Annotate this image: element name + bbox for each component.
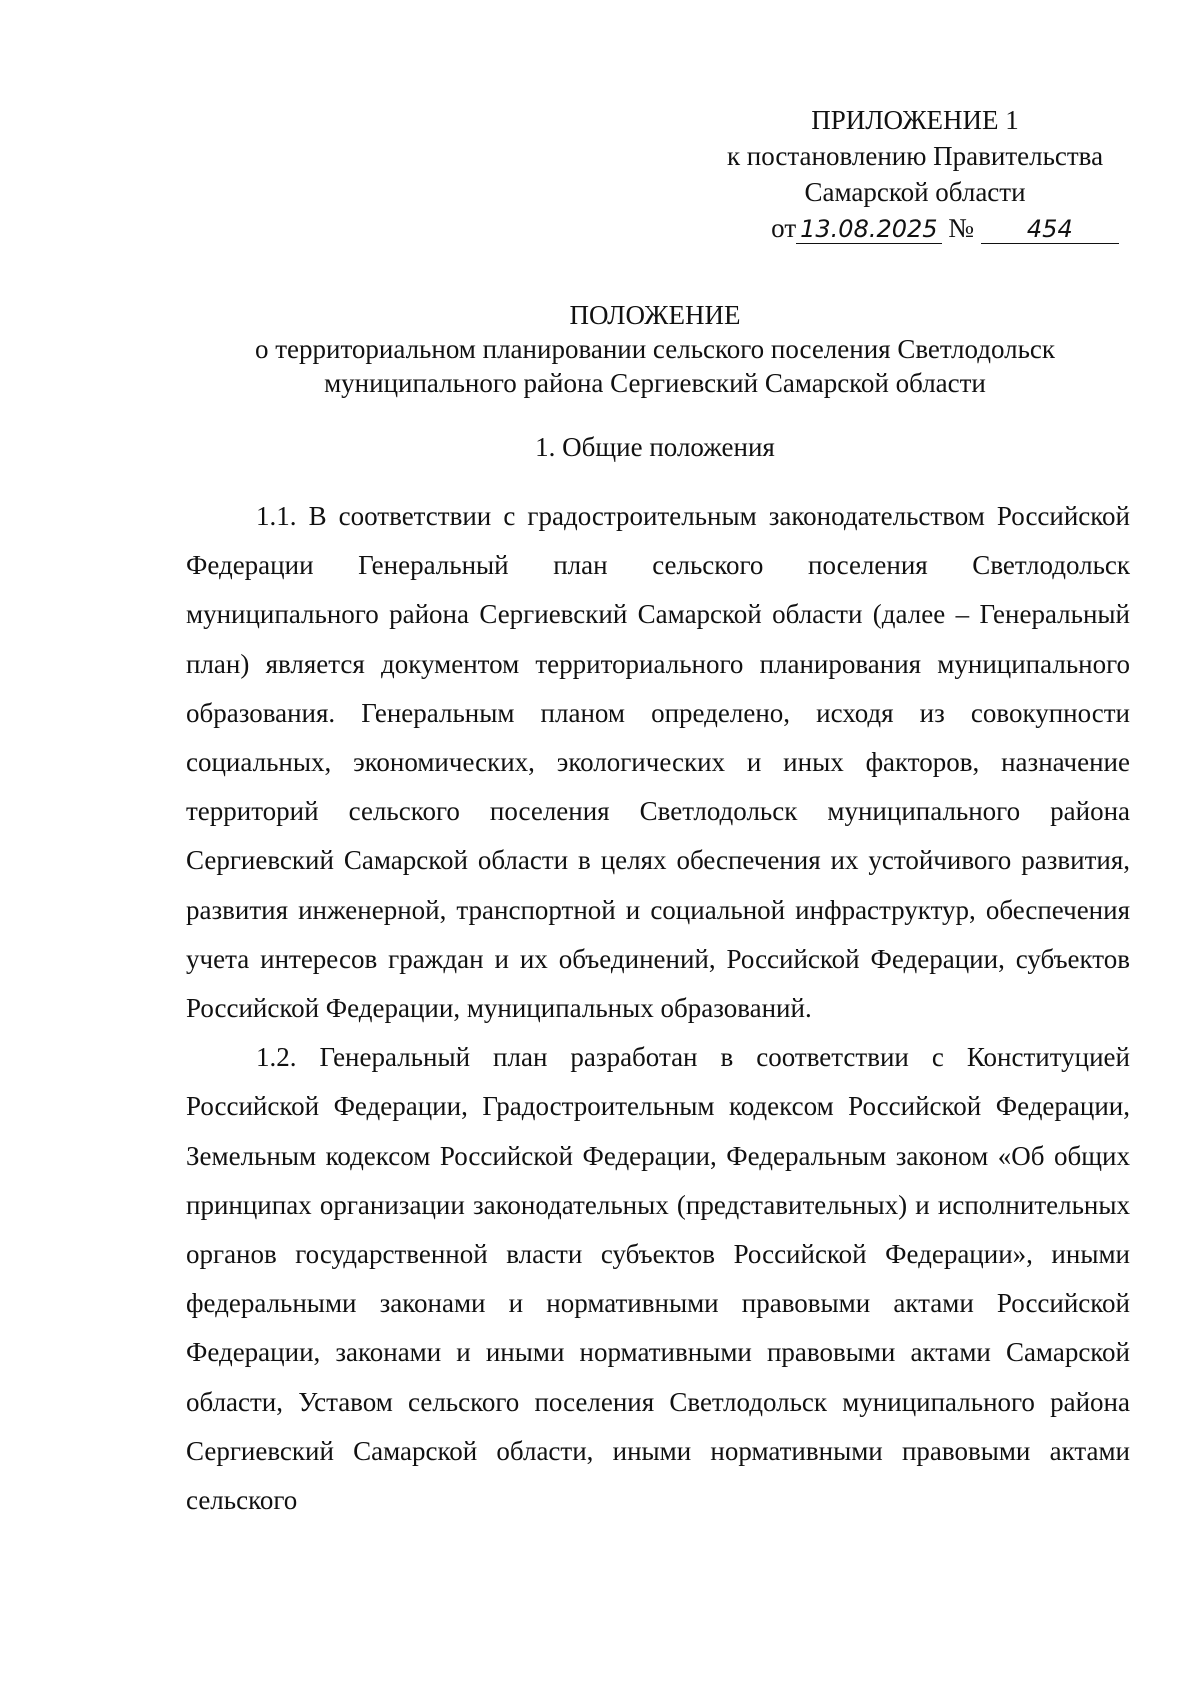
section-title: 1. Общие положения [535, 432, 775, 462]
number-prefix: № [948, 213, 975, 243]
document-title-block [180, 298, 1130, 400]
document-heading: ПОЛОЖЕНИЕ [569, 300, 741, 330]
date-prefix: от [771, 213, 797, 243]
handwritten-number: 454 [981, 215, 1119, 244]
appendix-label: ПРИЛОЖЕНИЕ 1 [811, 105, 1019, 135]
appendix-date-number-row [760, 210, 1130, 246]
document-body [186, 492, 1130, 1525]
paragraph-1-1: 1.1. В соответствии с градостроительным законодательством Российской Федерации Генеральный план сельского поселения Светлодольск муниципального района Сергиевский Самарской области (далее – Генеральный план) является документом территориального планирования муниципального образования. Генеральным планом определено, исходя из совокупности социальных, экономических, экологических и иных факторов, назначение территорий сельского поселения Светлодольск муниципального района Сергиевский Самарской области в целях обеспечения их устойчивого развития, развития инженерной, транспортной и социальной инфраструктур, обеспечения учета интересов граждан и их объединений, Российской Федерации, субъектов Российской Федерации, муниципальных образований. [186, 501, 1130, 1024]
appendix-region: Самарской области [804, 177, 1026, 207]
handwritten-date: 13.08.2025 [796, 215, 941, 244]
paragraph-1-2: 1.2. Генеральный план разработан в соответствии с Конституцией Российской Федерации, Градостроительным кодексом Российской Федерации, Земельным кодексом Российской Федерации, Федеральным законом «Об общих принципах организации законодательных (представительных) и исполнительных органов государственной власти субъектов Российской Федерации», иными федеральными законами и нормативными правовыми актами Российской Федерации, законами и иными нормативными правовыми актами Самарской области, Уставом сельского поселения Светлодольск муниципального района Сергиевский Самарской области, иными нормативными правовыми актами сельского [186, 1042, 1130, 1516]
appendix-reference: к постановлению Правительства [726, 141, 1104, 171]
appendix-header [700, 102, 1130, 246]
document-subtitle-line1: о территориальном планировании сельского поселения Светлодольск [254, 334, 1056, 364]
document-subtitle-line2: муниципального района Сергиевский Самарской области [324, 368, 986, 398]
